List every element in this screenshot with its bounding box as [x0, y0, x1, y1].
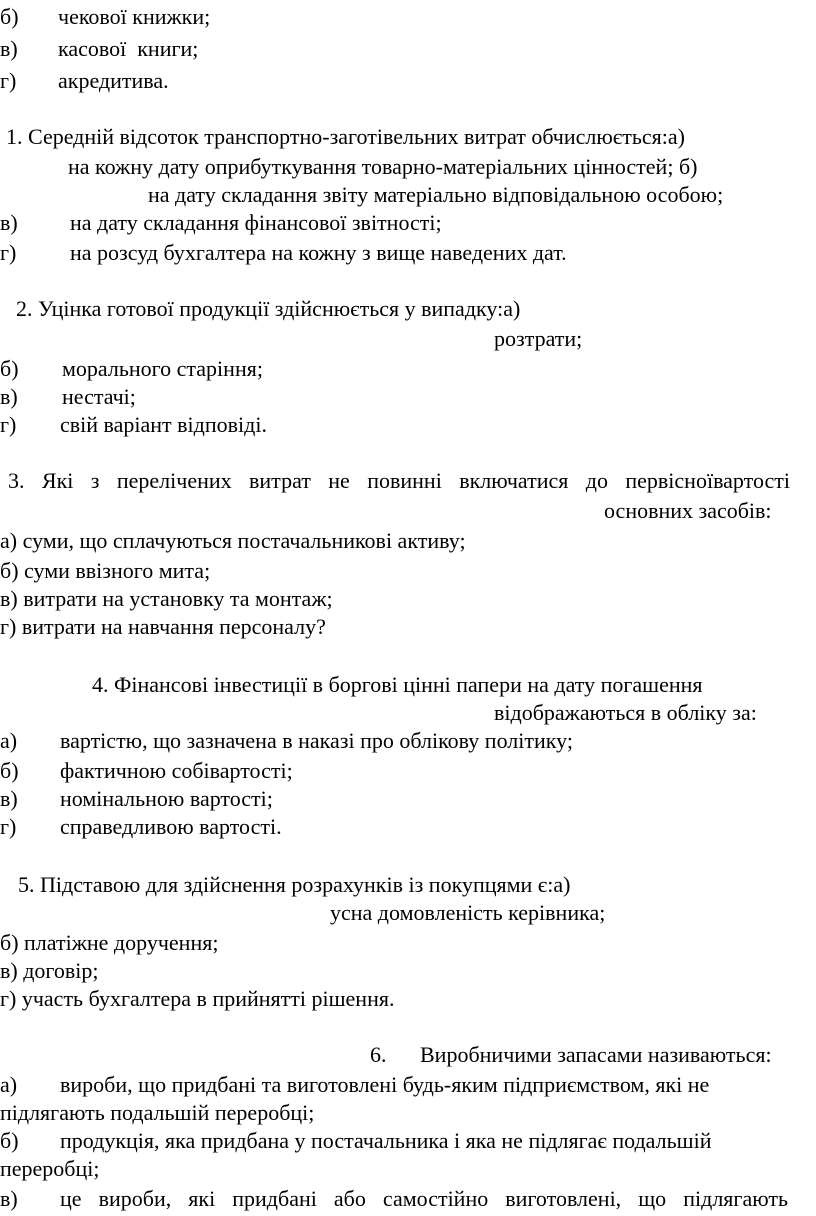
option-label: г)	[0, 814, 17, 839]
q5-option-b: б) платіжне доручення;	[0, 930, 219, 955]
option-text: фактичною собівартості;	[60, 758, 293, 783]
option-text-line-1: це вироби, які придбані або самостійно виготовлені, що підлягають	[60, 1186, 788, 1211]
option-label: г)	[0, 240, 17, 265]
q6-option-a-cont: підлягають подальшій переробці;	[0, 1100, 315, 1125]
option-label: в)	[0, 1186, 18, 1211]
option-label: а)	[0, 728, 18, 753]
option-text: нестачі;	[62, 384, 136, 409]
option-label: в)	[0, 786, 18, 811]
option-text: касової книги;	[58, 36, 199, 61]
option-text-line-1: вироби, що придбані та виготовлені будь-яким підприємством, які не	[60, 1072, 710, 1097]
option-label: в)	[0, 210, 18, 235]
option-text: свій варіант відповіді.	[60, 412, 267, 437]
q5-option-v: в) договір;	[0, 958, 99, 983]
option-label: б)	[0, 356, 19, 381]
option-label: в)	[0, 384, 18, 409]
option-label: г)	[0, 68, 17, 93]
q5-title-line-2: усна домовленість керівника;	[330, 900, 606, 925]
q6-number: 6.	[370, 1042, 387, 1067]
q6-title: Виробничими запасами називаються:	[420, 1042, 772, 1067]
q3-option-g: г) витрати на навчання персоналу?	[0, 614, 326, 639]
q3-title-line-2: основних засобів:	[604, 498, 772, 523]
q3-option-v: в) витрати на установку та монтаж;	[0, 586, 333, 611]
option-label: г)	[0, 412, 17, 437]
option-text: вартістю, що зазначена в наказі про облікову політику;	[60, 728, 573, 753]
q3-option-a: а) суми, що сплачуються постачальникові активу;	[0, 528, 466, 553]
option-text: акредитива.	[58, 68, 169, 93]
option-label: б)	[0, 4, 19, 29]
option-text: чекової книжки;	[58, 4, 211, 29]
q5-option-g: г) участь бухгалтера в прийнятті рішення.	[0, 986, 395, 1011]
q2-title-line-1: 2. Уцінка готової продукції здійснюється у випадку:а)	[16, 296, 521, 321]
option-text: справедливою вартості.	[60, 814, 282, 839]
option-text: на дату складання фінансової звітності;	[70, 210, 442, 235]
option-text-line-1: продукція, яка придбана у постачальника і яка не підлягає подальшій	[60, 1128, 712, 1153]
option-label: а)	[0, 1072, 18, 1097]
q2-title-line-2: розтрати;	[494, 326, 583, 351]
q1-title-line-2: на кожну дату оприбуткування товарно-матеріальних цінностей; б)	[68, 154, 698, 179]
option-text: на розсуд бухгалтера на кожну з вище наведених дат.	[70, 240, 567, 265]
option-text: номінальною вартості;	[60, 786, 273, 811]
q4-title-line-2: відображаються в обліку за:	[494, 700, 757, 725]
q3-option-b: б) суми ввізного мита;	[0, 558, 211, 583]
q4-title-line-1: 4. Фінансові інвестиції в боргові цінні папери на дату погашення	[92, 672, 703, 697]
option-label: б)	[0, 758, 19, 783]
q1-title-line-1: 1. Середній відсоток транспортно-заготівельних витрат обчислюється:а)	[6, 124, 685, 149]
q3-title-line-1: 3. Які з перелічених витрат не повинні включатися до первісноївартості	[8, 468, 790, 493]
option-text: морального старіння;	[62, 356, 263, 381]
q1-title-line-3: на дату складання звіту матеріально відповідальною особою;	[148, 182, 724, 207]
q6-option-b-cont: переробці;	[0, 1156, 100, 1181]
q5-title-line-1: 5. Підставою для здійснення розрахунків із покупцями є:а)	[18, 872, 571, 897]
option-label: в)	[0, 36, 18, 61]
option-label: б)	[0, 1128, 19, 1153]
